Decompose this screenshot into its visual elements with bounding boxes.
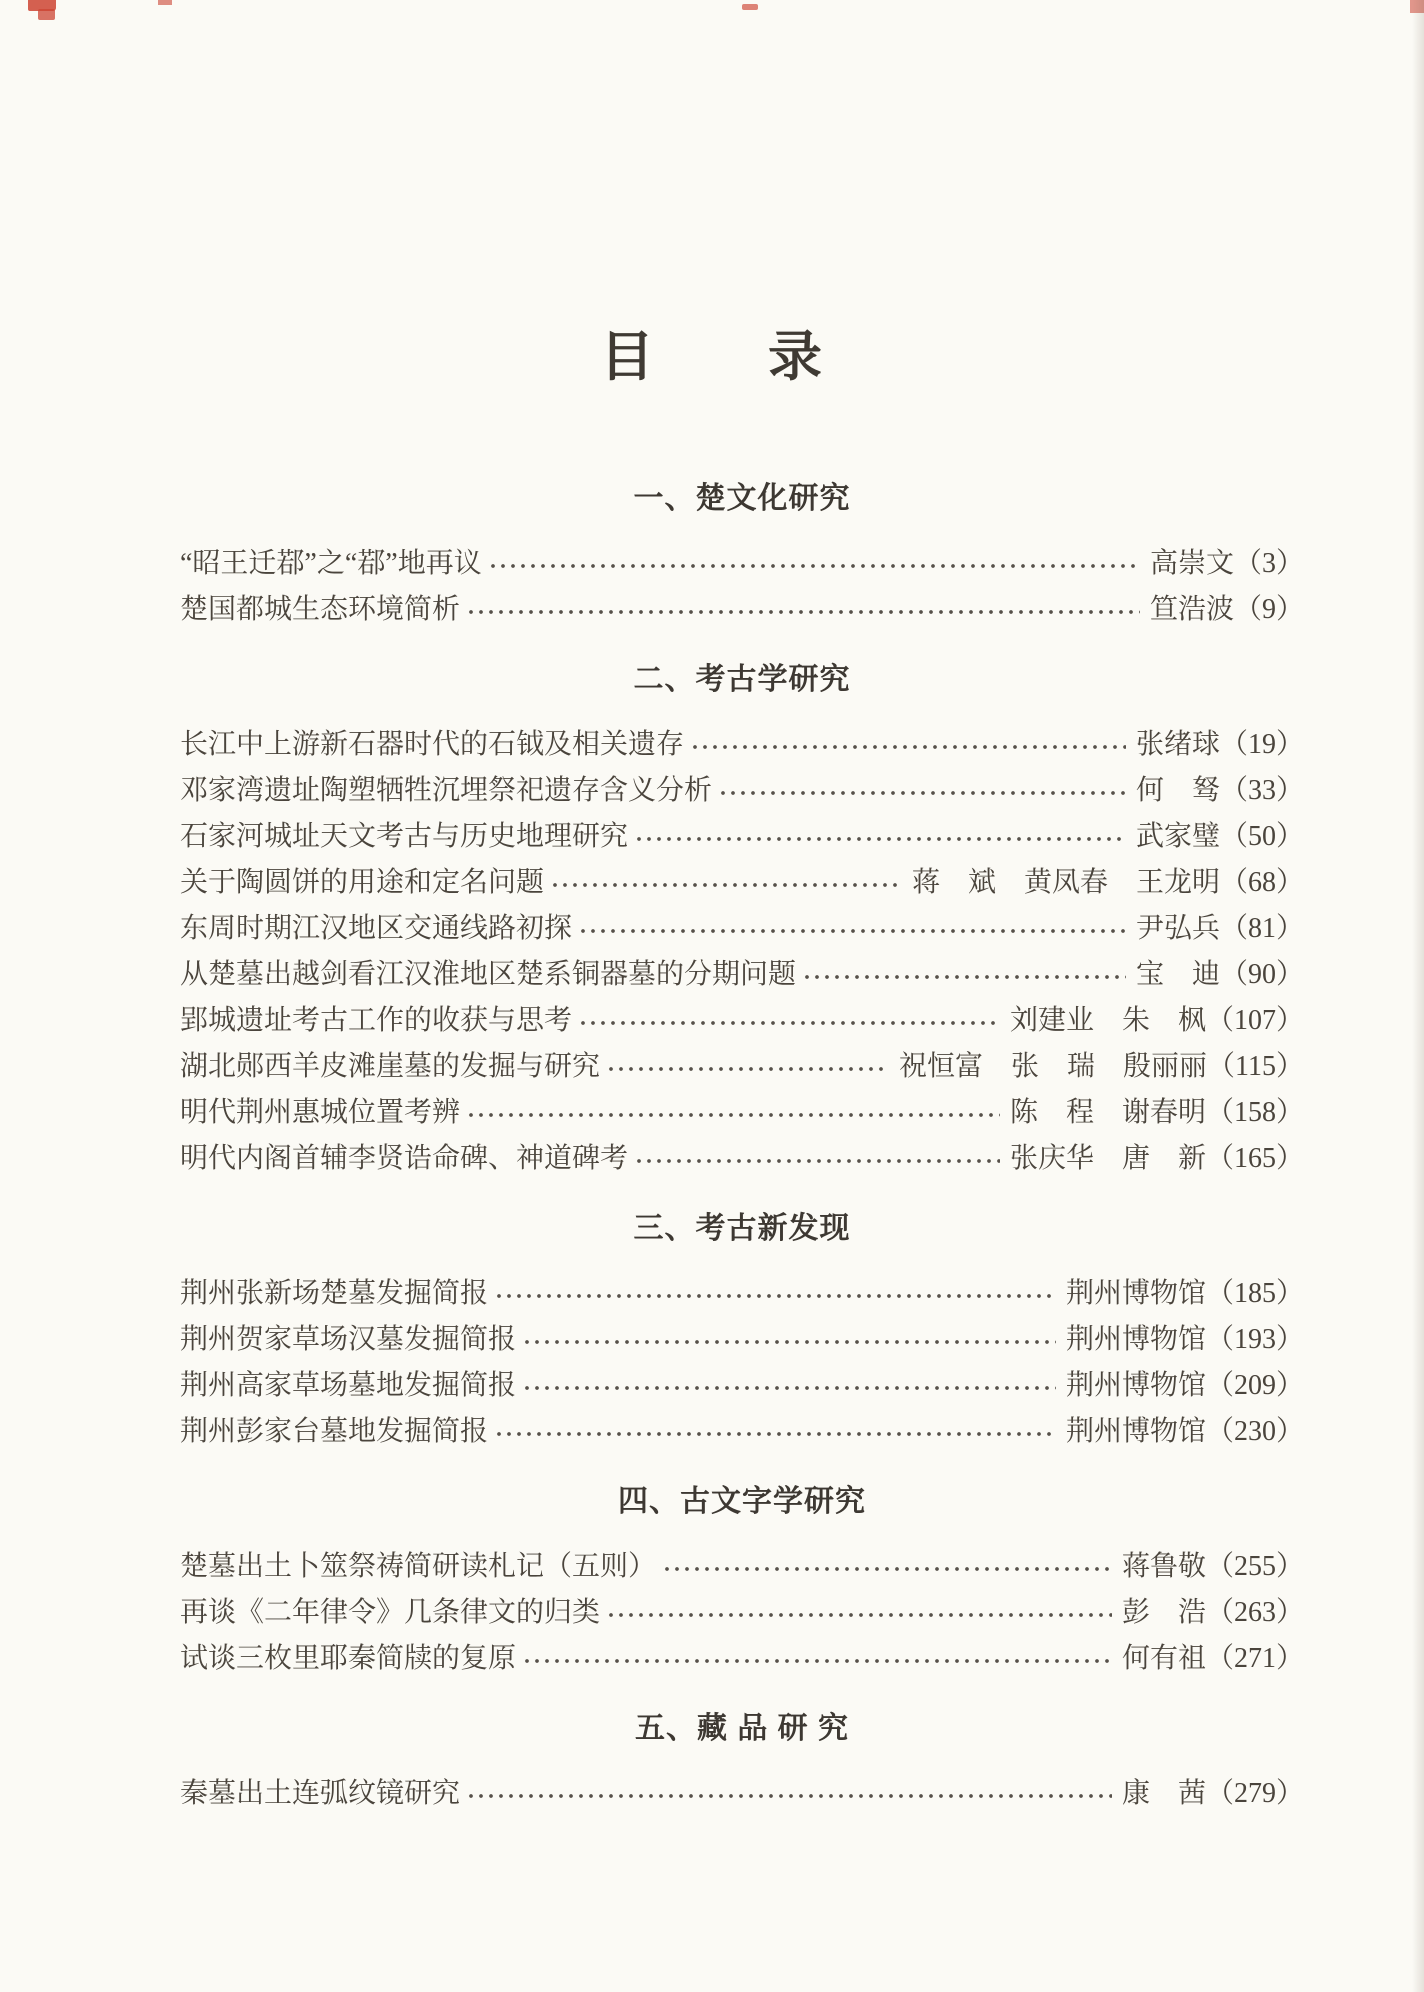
- toc-entry: [180, 1271, 1304, 1317]
- entry-title: 从楚墓出越剑看江汉淮地区楚系铜器墓的分期问题: [180, 959, 797, 990]
- toc-entry: [180, 1636, 1304, 1682]
- dot-leader: [494, 1409, 1056, 1455]
- toc-body: [180, 481, 1304, 1817]
- toc-section: [180, 662, 1304, 1182]
- entry-authors-page: 张庆华 唐 新（165）: [1009, 1143, 1304, 1174]
- entry-authors-page: 荆州博物馆（230）: [1065, 1416, 1304, 1447]
- toc-entry: [180, 952, 1304, 998]
- entry-title: 楚国都城生态环境简析: [180, 594, 461, 625]
- dot-leader: [606, 1044, 889, 1090]
- entry-authors-page: 宝 迪（90）: [1135, 959, 1304, 990]
- section-entries: [180, 1544, 1304, 1682]
- toc-entry: [180, 1771, 1304, 1817]
- toc-entry: [180, 906, 1304, 952]
- entry-authors-page: 武家璧（50）: [1135, 821, 1304, 852]
- entry-title: 荆州张新场楚墓发掘简报: [180, 1278, 489, 1309]
- dot-leader: [578, 998, 1000, 1044]
- entry-title: 再谈《二年律令》几条律文的归类: [180, 1597, 601, 1628]
- entry-title: 湖北郧西羊皮滩崖墓的发掘与研究: [180, 1051, 601, 1082]
- dot-leader: [550, 860, 902, 906]
- section-heading: 五、藏 品 研 究: [634, 1712, 849, 1745]
- entry-title: 长江中上游新石器时代的石钺及相关遗存: [180, 729, 685, 760]
- entry-title: 关于陶圆饼的用途和定名问题: [180, 867, 545, 898]
- toc-entry: [180, 1590, 1304, 1636]
- dot-leader: [578, 906, 1126, 952]
- entry-authors-page: 何 驽（33）: [1135, 775, 1304, 806]
- entry-authors-page: 康 茜（279）: [1121, 1778, 1304, 1809]
- entry-authors-page: 祝恒富 张 瑞 殷丽丽（115）: [899, 1051, 1304, 1082]
- section-entries: [180, 1271, 1304, 1455]
- toc-entry: [180, 587, 1304, 633]
- entry-title: 试谈三枚里耶秦简牍的复原: [180, 1643, 517, 1674]
- entry-authors-page: 何有祖（271）: [1121, 1643, 1304, 1674]
- toc-section: [180, 1211, 1304, 1455]
- entry-title: 荆州高家草场墓地发掘简报: [180, 1370, 517, 1401]
- section-heading: 四、古文字学研究: [618, 1485, 866, 1518]
- toc-entry: [180, 541, 1304, 587]
- dot-leader: [802, 952, 1126, 998]
- toc-entry: [180, 814, 1304, 860]
- dot-leader: [466, 1090, 1000, 1136]
- entry-title: 石家河城址天文考古与历史地理研究: [180, 821, 629, 852]
- scan-artifact: [742, 4, 758, 10]
- section-heading: 三、考古新发现: [633, 1212, 851, 1245]
- entry-authors-page: 笪浩波（9）: [1149, 594, 1304, 625]
- entry-title: 明代荆州惠城位置考辨: [180, 1097, 461, 1128]
- scan-artifact: [38, 9, 55, 20]
- section-entries: [180, 541, 1304, 633]
- dot-leader: [634, 814, 1126, 860]
- entry-authors-page: 尹弘兵（81）: [1135, 913, 1304, 944]
- dot-leader: [690, 722, 1126, 768]
- entry-title: “昭王迁鄀”之“鄀”地再议: [180, 548, 482, 579]
- entry-title: 荆州贺家草场汉墓发掘简报: [180, 1324, 517, 1355]
- dot-leader: [466, 587, 1140, 633]
- toc-section: [180, 481, 1304, 633]
- dot-leader: [494, 1271, 1056, 1317]
- toc-entry: [180, 1044, 1304, 1090]
- dot-leader: [466, 1771, 1112, 1817]
- entry-authors-page: 荆州博物馆（209）: [1065, 1370, 1304, 1401]
- entry-authors-page: 高崇文（3）: [1149, 548, 1304, 579]
- section-heading: 一、楚文化研究: [633, 482, 851, 515]
- toc-entry: [180, 1136, 1304, 1182]
- entry-authors-page: 陈 程 谢春明（158）: [1009, 1097, 1304, 1128]
- toc-section: [180, 1484, 1304, 1682]
- toc-entry: [180, 998, 1304, 1044]
- toc-entry: [180, 1409, 1304, 1455]
- dot-leader: [606, 1590, 1112, 1636]
- scan-artifact: [1410, 0, 1424, 13]
- toc-entry: [180, 722, 1304, 768]
- entry-authors-page: 刘建业 朱 枫（107）: [1009, 1005, 1304, 1036]
- entry-title: 东周时期江汉地区交通线路初探: [180, 913, 573, 944]
- page-title: 目 录: [600, 327, 824, 387]
- entry-authors-page: 彭 浩（263）: [1121, 1597, 1304, 1628]
- dot-leader: [488, 541, 1140, 587]
- entry-title: 荆州彭家台墓地发掘简报: [180, 1416, 489, 1447]
- dot-leader: [522, 1317, 1056, 1363]
- toc-section: [180, 1711, 1304, 1817]
- toc-entry: [180, 1363, 1304, 1409]
- dot-leader: [718, 768, 1126, 814]
- entry-title: 邓家湾遗址陶塑牺牲沉埋祭祀遗存含义分析: [180, 775, 713, 806]
- entry-authors-page: 蒋鲁敬（255）: [1121, 1551, 1304, 1582]
- toc-entry: [180, 1090, 1304, 1136]
- entry-authors-page: 张绪球（19）: [1135, 729, 1304, 760]
- dot-leader: [522, 1636, 1112, 1682]
- toc-entry: [180, 768, 1304, 814]
- section-heading: 二、考古学研究: [633, 663, 851, 696]
- entry-authors-page: 蒋 斌 黄凤春 王龙明（68）: [911, 867, 1304, 898]
- toc-entry: [180, 1544, 1304, 1590]
- entry-title: 楚墓出土卜筮祭祷简研读札记（五则）: [180, 1551, 657, 1582]
- scan-artifact: [158, 0, 172, 5]
- dot-leader: [522, 1363, 1056, 1409]
- dot-leader: [662, 1544, 1112, 1590]
- entry-title: 郢城遗址考古工作的收获与思考: [180, 1005, 573, 1036]
- entry-authors-page: 荆州博物馆（193）: [1065, 1324, 1304, 1355]
- entry-authors-page: 荆州博物馆（185）: [1065, 1278, 1304, 1309]
- toc-entry: [180, 1317, 1304, 1363]
- entry-title: 明代内阁首辅李贤诰命碑、神道碑考: [180, 1143, 629, 1174]
- toc-entry: [180, 860, 1304, 906]
- section-entries: [180, 1771, 1304, 1817]
- section-entries: [180, 722, 1304, 1182]
- dot-leader: [634, 1136, 1000, 1182]
- entry-title: 秦墓出土连弧纹镜研究: [180, 1778, 461, 1809]
